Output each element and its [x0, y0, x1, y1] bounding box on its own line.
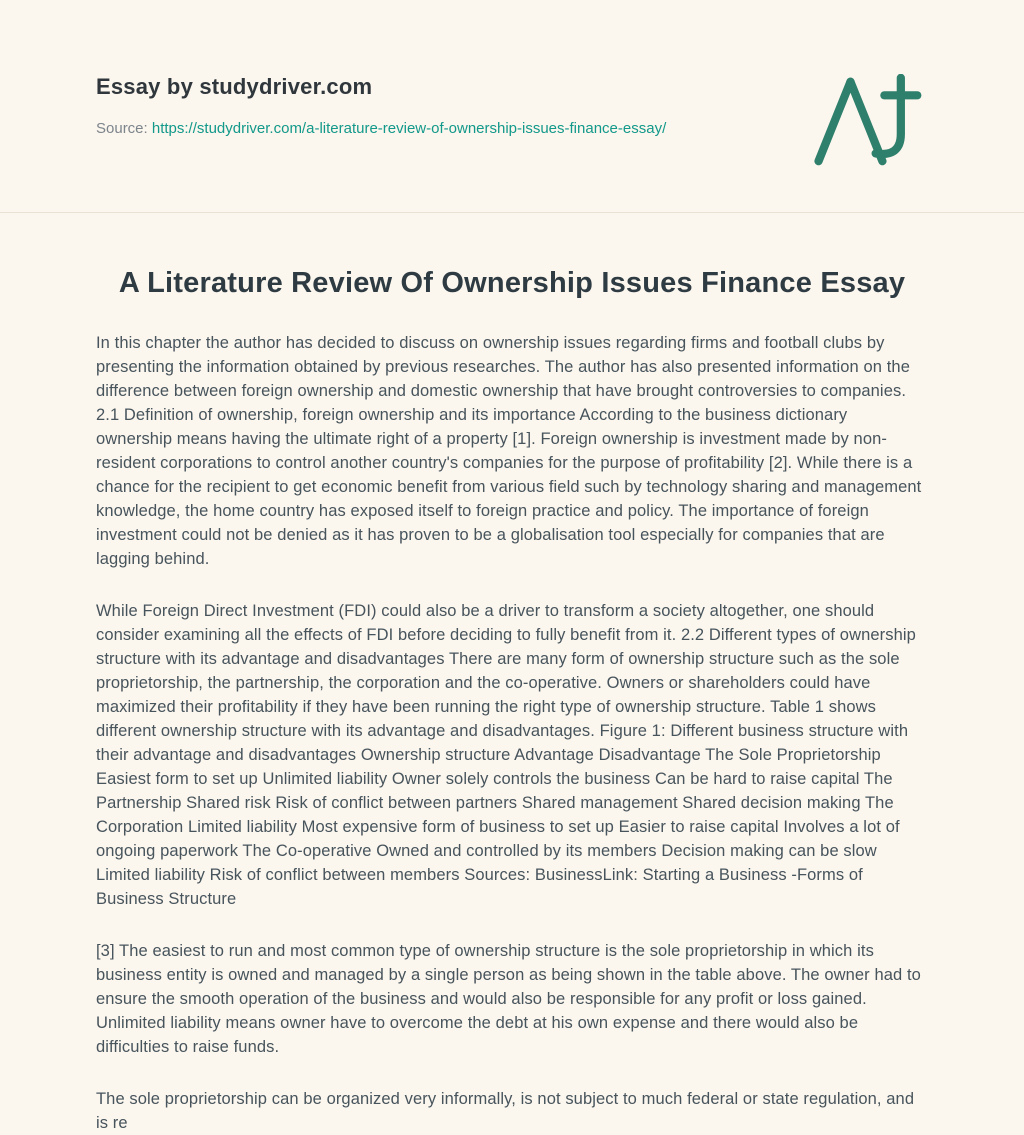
- essay-paragraph-4: The sole proprietorship can be organized very informally, is not subject to much federal or state regulation, and is re: [96, 1090, 915, 1133]
- brand-heading: Essay by studydriver.com: [96, 74, 373, 99]
- essay-title: A Literature Review Of Ownership Issues Finance Essay: [118, 267, 906, 299]
- header-divider: [0, 212, 1024, 213]
- source-link[interactable]: https://studydriver.com/a-literature-review-of-ownership-issues-finance-essay/: [151, 120, 667, 137]
- source-label: Source:: [96, 120, 148, 137]
- essay-content: [0, 265, 1024, 1135]
- source-line: [96, 120, 666, 137]
- essay-paragraph-2: While Foreign Direct Investment (FDI) could also be a driver to transform a society altogether, one should consider examining all the effects of FDI before deciding to fully benefit from it. 2.2 Different types of ownership structure with its advantage and disadvantages There are many form of ownership structure such as the sole proprietorship, the partnership, the corporation and the co-operative. Owners or shareholders could have maximized their profitability if they have been running the right type of ownership structure. Table 1 shows different ownership structure with its advantage and disadvantages. Figure 1: Different business structure with their advantage and disadvantages Ownership structure Advantage Disadvantage The Sole Proprietorship Easiest form to set up Unlimited liability Owner solely controls the business Can be hard to raise capital The Partnership Shared risk Risk of conflict between partners Shared management Shared decision making The Corporation Limited liability Most expensive form of business to set up Easier to raise capital Involves a lot of ongoing paperwork The Co-operative Owned and controlled by its members Decision making can be slow Limited liability Risk of conflict between members Sources: BusinessLink: Starting a Business -Forms of Business Structure: [96, 602, 916, 909]
- header-text-block: [96, 74, 666, 137]
- essay-paragraph-1: In this chapter the author has decided to discuss on ownership issues regarding firms and football clubs by presenting the information obtained by previous researches. The author has also presented information on the difference between foreign ownership and domestic ownership that have brought controversies to companies. 2.1 Definition of ownership, foreign ownership and its importance According to the business dictionary ownership means having the ultimate right of a property [1]. Foreign ownership is investment made by non-resident corporations to control another country's companies for the purpose of profitability [2]. While there is a chance for the recipient to get economic benefit from various field such by technology sharing and management knowledge, the home country has exposed itself to foreign practice and policy. The importance of foreign investment could not be denied as it has proven to be a globalisation tool especially for companies that are lagging behind.: [96, 334, 922, 569]
- studydriver-logo-icon: [806, 74, 924, 166]
- essay-paragraph-3: [3] The easiest to run and most common type of ownership structure is the sole proprietorship in which its business entity is owned and managed by a single person as being shown in the table above. The owner had to ensure the smooth operation of the business and would also be responsible for any profit or loss gained. Unlimited liability means owner have to overcome the debt at his own expense and there would also be difficulties to raise funds.: [96, 942, 921, 1057]
- page-header: [96, 0, 928, 166]
